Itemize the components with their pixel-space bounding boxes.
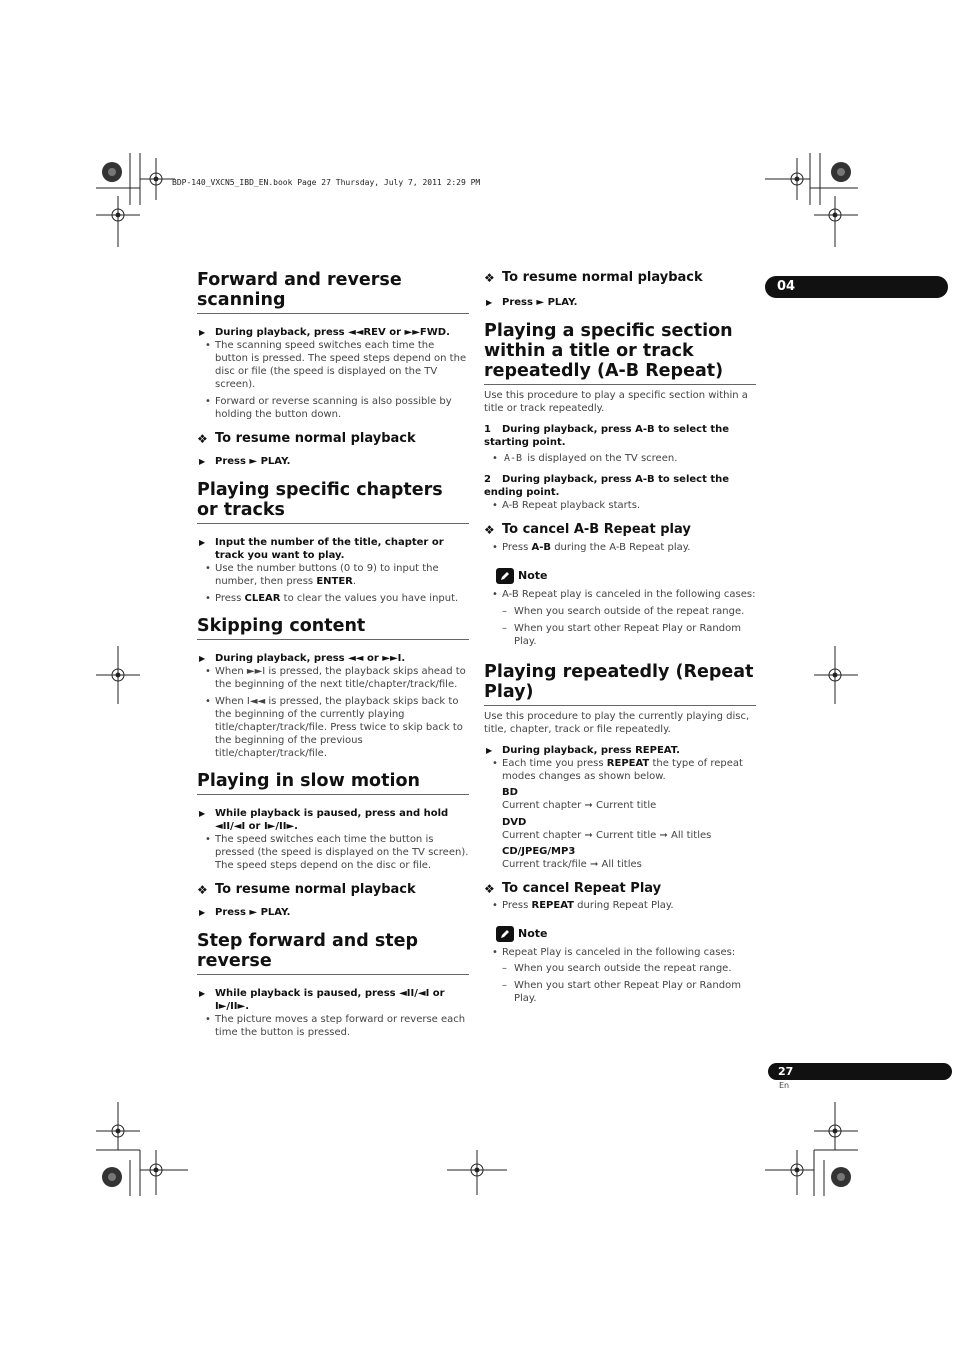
bullet: • Press A-B during the A-B Repeat play. [484, 541, 756, 554]
intro-text: Use this procedure to play a specific section within a title or track repeatedly. [484, 390, 748, 414]
note-heading: Note [484, 568, 756, 584]
chapter-tab: 04 [765, 276, 948, 298]
bullet: • Press CLEAR to clear the values you have input. [197, 592, 469, 605]
section-title-repeat-play: Playing repeatedly (Repeat Play) [484, 662, 756, 706]
dash-item: – When you start other Repeat Play or Random Play. [484, 979, 756, 1005]
subheading: ❖ To cancel A-B Repeat play [484, 522, 691, 537]
diamond-icon: ❖ [484, 882, 495, 896]
bullet: • A-B Repeat play is canceled in the following cases: [484, 588, 756, 601]
page-number: 27 [768, 1063, 952, 1080]
section-title-chapters: Playing specific chapters or tracks [197, 480, 469, 524]
dash-item: – When you search outside of the repeat range. [484, 605, 756, 618]
step: ▶ During playback, press ◄◄ or ►►I. [199, 653, 406, 664]
mode-label: DVD [502, 817, 527, 828]
ab-indicator-icon: A-B [504, 453, 523, 464]
bullet: • Use the number buttons (0 to 9) to input the number, then press ENTER. [197, 562, 469, 588]
bullet: • Each time you press REPEAT the type of repeat modes changes as shown below. [484, 757, 756, 783]
diamond-icon: ❖ [197, 432, 208, 446]
bullet: • The picture moves a step forward or reverse each time the button is pressed. [197, 1013, 469, 1039]
step: ▶ Input the number of the title, chapter or track you want to play. [199, 537, 444, 561]
diamond-icon: ❖ [484, 271, 495, 285]
left-column [197, 270, 469, 1039]
section-title-scanning: Forward and reverse scanning [197, 270, 469, 314]
step: ▶ While playback is paused, press ◄II/◄I or I►/II►. [199, 988, 445, 1012]
numbered-step: 2 During playback, press A-B to select the ending point. [484, 474, 730, 498]
bullet: • Forward or reverse scanning is also possible by holding the button down. [197, 395, 469, 421]
mode-value: Current chapter ➞ Current title [502, 800, 657, 811]
section-title-slow-motion: Playing in slow motion [197, 771, 469, 795]
bullet: • When I◄◄ is pressed, the playback skips back to the beginning of the currently playing title/chapter/track/file. Press twice to skip back to the beginning of the previous title/chapter/track/file. [197, 695, 469, 760]
note-pencil-icon [496, 926, 514, 942]
language-label: En [779, 1081, 790, 1090]
mode-value: Current track/file ➞ All titles [502, 859, 642, 870]
bullet: • The speed switches each time the button is pressed (the speed is displayed on the TV screen). The speed steps depend on the disc or file. [197, 833, 469, 872]
right-column [484, 270, 756, 1005]
step: ▶ Press ► PLAY. [199, 456, 291, 467]
step: ▶ Press ► PLAY. [486, 297, 578, 308]
subheading: ❖ To resume normal playback [197, 431, 416, 446]
subheading: ❖ To resume normal playback [484, 270, 703, 285]
mode-value: Current chapter ➞ Current title ➞ All titles [502, 830, 712, 841]
mode-label: BD [502, 787, 518, 798]
dash-item: – When you search outside the repeat range. [484, 962, 756, 975]
diamond-icon: ❖ [484, 523, 495, 537]
section-title-ab-repeat: Playing a specific section within a title or track repeatedly (A-B Repeat) [484, 321, 756, 385]
note-pencil-icon [496, 568, 514, 584]
note-heading: Note [484, 926, 756, 942]
mode-label: CD/JPEG/MP3 [502, 846, 576, 857]
subheading: ❖ To cancel Repeat Play [484, 881, 662, 896]
section-title-step: Step forward and step reverse [197, 931, 469, 975]
step: ▶ While playback is paused, press and hold ◄II/◄I or I►/II►. [199, 808, 449, 832]
bullet: • Press REPEAT during Repeat Play. [484, 899, 756, 912]
section-title-skipping: Skipping content [197, 616, 469, 640]
bullet: • When ►►I is pressed, the playback skips ahead to the beginning of the next title/chapter/track/file. [197, 665, 469, 691]
intro-text: Use this procedure to play the currently playing disc, title, chapter, track or file repeatedly. [484, 711, 750, 735]
bullet: • A-B Repeat playback starts. [484, 499, 756, 512]
dash-item: – When you start other Repeat Play or Random Play. [484, 622, 756, 648]
subheading: ❖ To resume normal playback [197, 882, 416, 897]
bullet: • Repeat Play is canceled in the following cases: [484, 946, 756, 959]
step: ▶ During playback, press REPEAT. [486, 745, 680, 756]
numbered-step: 1 During playback, press A-B to select the starting point. [484, 424, 730, 448]
bullet: • A-B is displayed on the TV screen. [484, 452, 756, 465]
step: ▶ Press ► PLAY. [199, 907, 291, 918]
diamond-icon: ❖ [197, 883, 208, 897]
step: ▶ During playback, press ◄◄REV or ►►FWD. [199, 327, 450, 338]
print-header: BDP-140_VXCN5_IBD_EN.book Page 27 Thursday, July 7, 2011 2:29 PM [172, 178, 481, 187]
bullet: • The scanning speed switches each time the button is pressed. The speed steps depend on the disc or file (the speed is displayed on the TV screen). [197, 339, 469, 391]
